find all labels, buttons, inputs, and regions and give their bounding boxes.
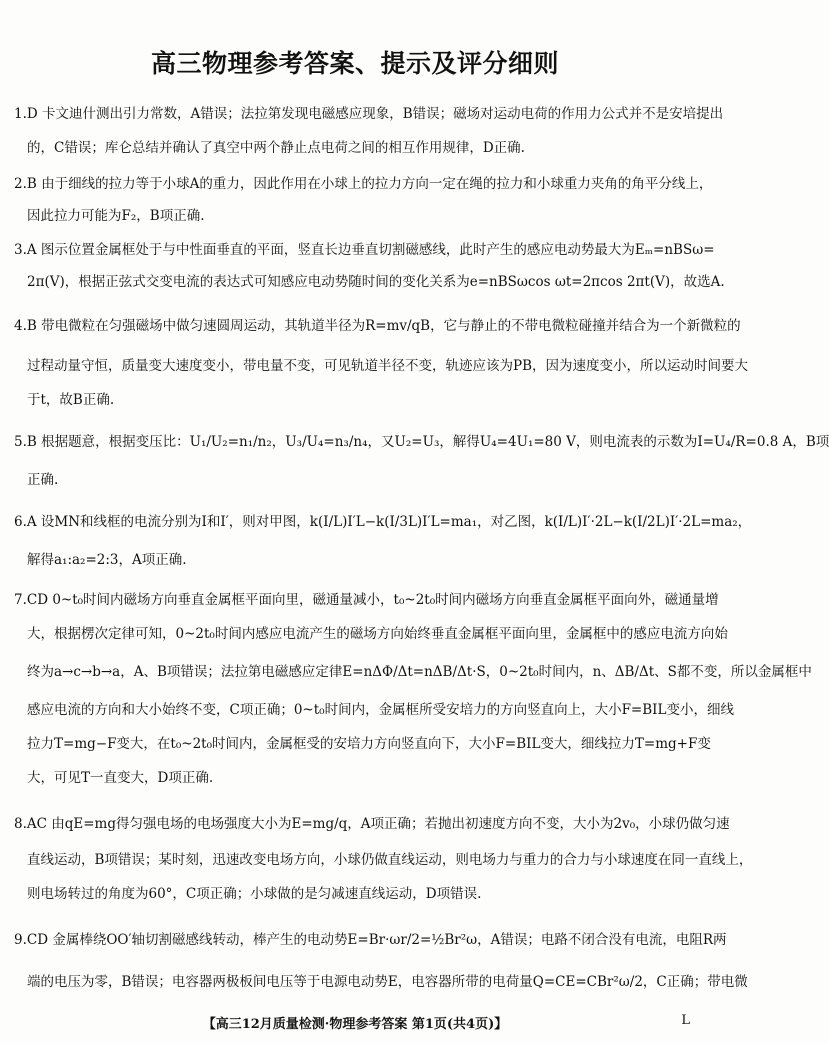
text-line: 直线运动，B项错误；某时刻，迅速改变电场方向，小球仍做直线运动，则电场力与重力的合力与小球速度在同一直线上， xyxy=(27,852,753,868)
text-line: 过程动量守恒，质量变大速度变小，带电量不变，可见轨道半径不变，轨迹应该为PB，因为速度变小，所以运动时间要大 xyxy=(27,358,749,374)
text-line: 于t，故B正确. xyxy=(27,392,115,408)
text-line: 2π(V)，根据正弦式交变电流的表达式可知感应电动势随时间的变化关系为e=nBSωcos ωt=2πcos 2πt(V)，故选A. xyxy=(27,274,725,290)
text-line: 4.B 带电微粒在匀强磁场中做匀速圆周运动，其轨道半径为R=mv/qB，它与静止的不带电微粒碰撞并结合为一个新微粒的 xyxy=(14,318,741,334)
text-line: 感应电流的方向和大小始终不变，C项正确；0~t₀时间内，金属框所受安培力的方向竖直向上，大小F=BIL变小，细线 xyxy=(27,702,734,718)
text-line: 终为a→c→b→a，A、B项错误；法拉第电磁感应定律E=nΔΦ/Δt=nΔB/Δt·S，0~2t₀时间内，n、ΔB/Δt、S都不变，所以金属框中 xyxy=(27,664,812,680)
text-line: 2.B 由于细线的拉力等于小球A的重力，因此作用在小球上的拉力方向一定在绳的拉力和小球重力夹角的角平分线上， xyxy=(14,176,713,192)
text-line: 的，C错误；库仑总结并确认了真空中两个静止点电荷之间的相互作用规律，D正确. xyxy=(27,140,525,156)
text-line: 3.A 图示位置金属框处于与中性面垂直的平面，竖直长边垂直切割磁感线，此时产生的感应电动势最大为Eₘ=nBSω= xyxy=(14,242,715,258)
page-title: 高三物理参考答案、提示及评分细则 xyxy=(150,49,559,78)
text-line: 大，可见T一直变大，D项正确. xyxy=(27,770,214,786)
text-line: 端的电压为零，B错误；电容器两极板间电压等于电源电动势E，电容器所带的电荷量Q=CE=CBr²ω/2，C正确；带电微 xyxy=(27,974,748,990)
text-line: 7.CD 0~t₀时间内磁场方向垂直金属框平面向里，磁通量减小，t₀~2t₀时间内磁场方向垂直金属框平面向外，磁通量增 xyxy=(14,592,719,608)
text-line: 拉力T=mg−F变大，在t₀~2t₀时间内，金属框受的安培力方向竖直向下，大小F=BIL变大，细线拉力T=mg+F变 xyxy=(27,736,711,752)
text-line: 1.D 卡文迪什测出引力常数，A错误；法拉第发现电磁感应现象，B错误；磁场对运动电荷的作用力公式并不是安培提出 xyxy=(14,106,724,122)
text-line: 5.B 根据题意，根据变压比：U₁/U₂=n₁/n₂，U₃/U₄=n₃/n₄，又U₂=U₃，解得U₄=4U₁=80 V，则电流表的示数为I=U₄/R=0.8 A，B项 xyxy=(14,434,829,450)
page-footer: 【高三12月质量检测·物理参考答案 第1页(共4页)】 xyxy=(202,1017,508,1032)
text-line: 6.A 设MN和线框的电流分别为I和I′，则对甲图，k(I/L)I′L−k(I/3L)I′L=ma₁，对乙图，k(I/L)I′·2L−k(I/2L)I′·2L=ma₂， xyxy=(14,514,752,530)
text-line: 8.AC 由qE=mg得匀强电场的电场强度大小为E=mg/q，A项正确；若抛出初速度方向不变，大小为2v₀，小球仍做匀速 xyxy=(14,816,730,832)
text-line: 解得a₁:a₂=2:3，A项正确. xyxy=(27,552,187,568)
text-line: 正确. xyxy=(27,472,59,488)
footer-version-mark: L xyxy=(681,1013,690,1028)
text-line: 大，根据楞次定律可知，0~2t₀时间内感应电流产生的磁场方向始终垂直金属框平面向里，金属框中的感应电流方向始 xyxy=(27,626,728,642)
text-line: 则电场转过的角度为60°，C项正确；小球做的是匀减速直线运动，D项错误. xyxy=(27,886,482,902)
text-line: 9.CD 金属棒绕OO′轴切割磁感线转动，棒产生的电动势E=Br·ωr/2=½Br²ω，A错误；电路不闭合没有电流，电阻R两 xyxy=(14,932,727,948)
text-line: 因此拉力可能为F₂，B项正确. xyxy=(27,208,205,224)
